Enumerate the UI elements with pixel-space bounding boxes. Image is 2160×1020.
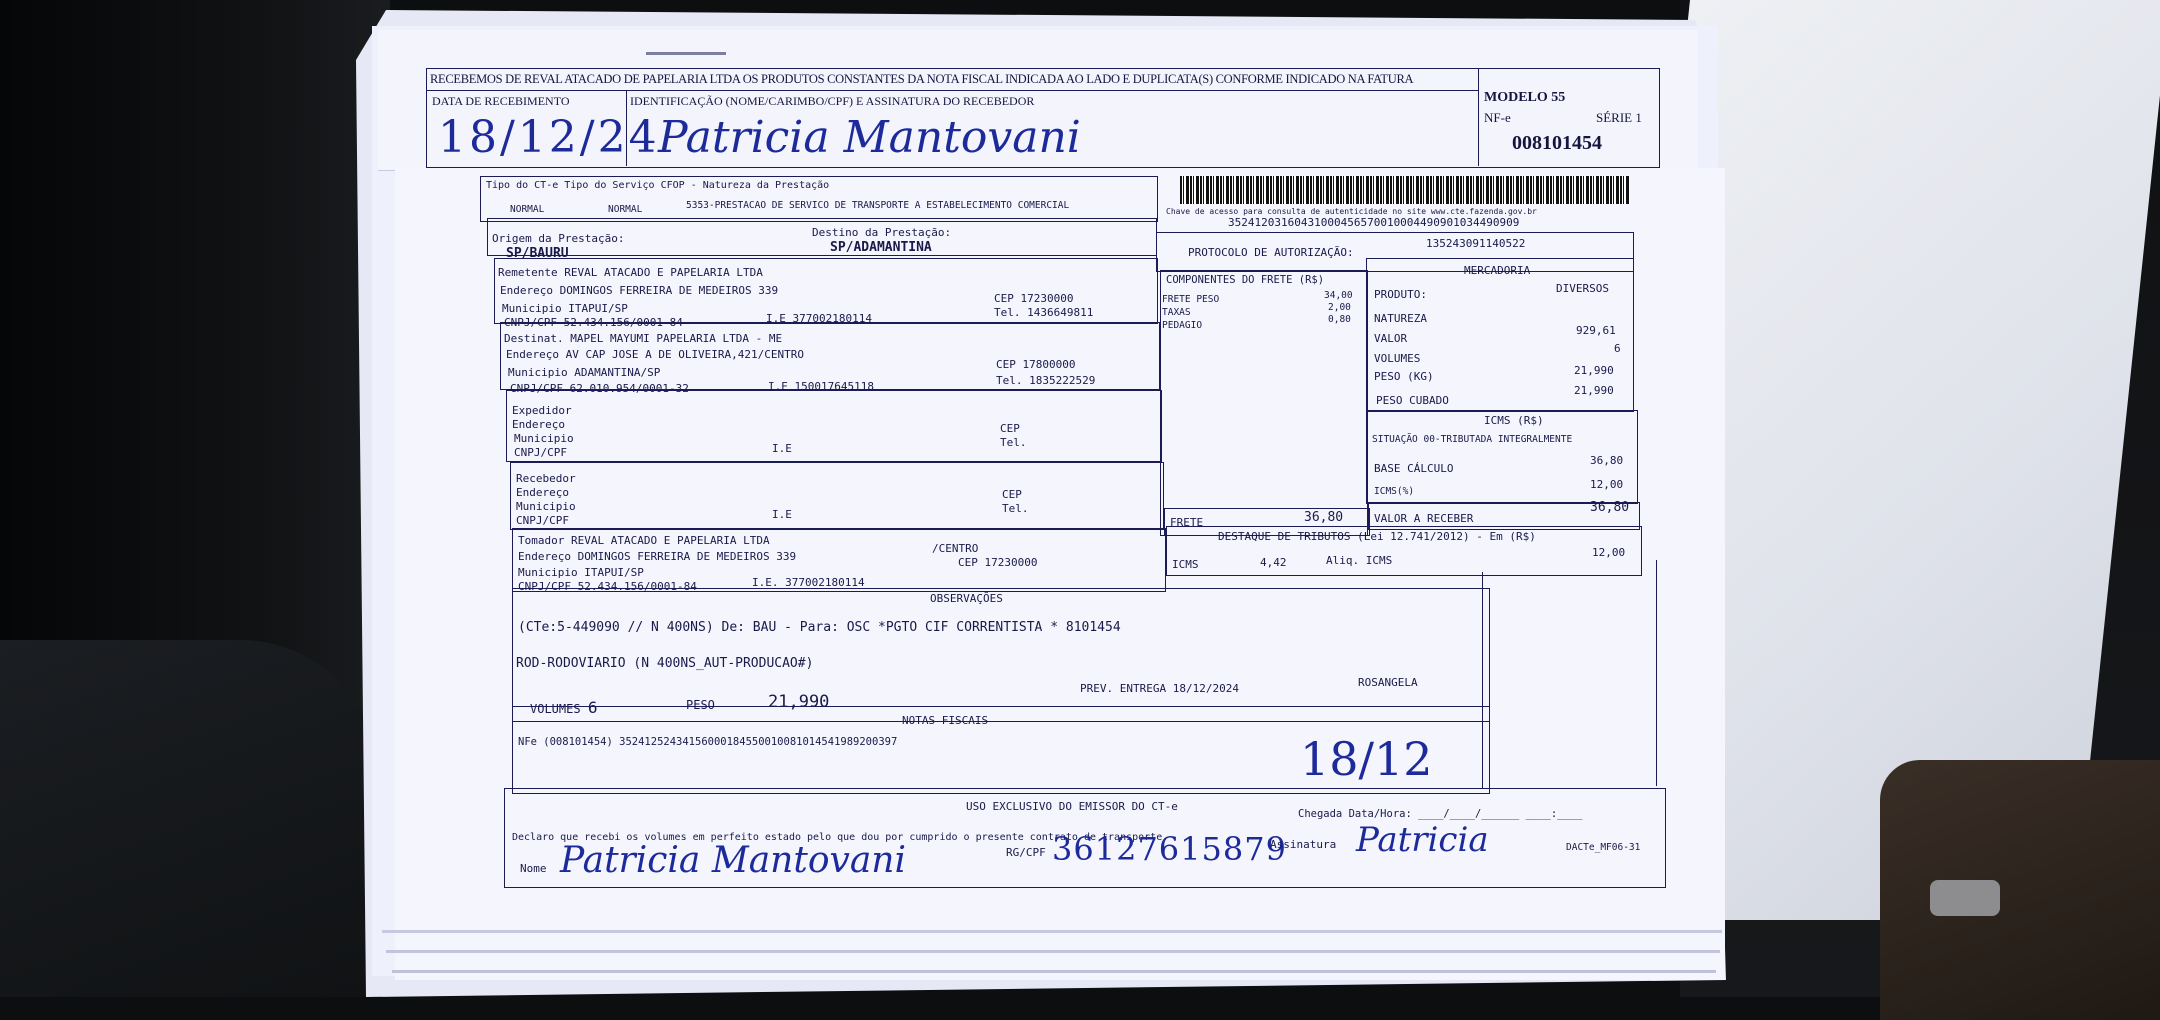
origin-value: SP/BAURU [506,246,569,261]
icms-rate-value: 12,00 [1590,478,1624,491]
barcode [1180,176,1630,204]
receiver-ie-label: I.E [772,508,792,521]
payer-city: ITAPUI/SP [584,566,644,579]
obs-weight-value: 21,990 [768,692,830,712]
receipt-signature: Patricia Mantovani [658,112,1081,163]
receiver-tel-label: Tel. [1002,502,1029,515]
payer-cep: 17230000 [984,556,1038,569]
recipient-address: AV CAP JOSE A DE OLIVEIRA,421/CENTRO [565,348,805,361]
prev-delivery-label: PREV. ENTREGA [1080,682,1167,695]
recipient-cnpj: 62.010.954/0001-32 [569,382,689,395]
shipper-cep-label: CEP [1000,422,1020,435]
sender-tel: 1436649811 [1027,306,1094,319]
receipt-strip [378,30,1698,171]
weight-label: PESO (KG) [1374,370,1434,383]
nfe-label: NF-e [1484,110,1511,125]
chave-acesso: 35241203160431000456570010004490901034490909 [1228,216,1520,229]
sender-cep: 17230000 [1020,292,1074,305]
shipper-box [506,390,1162,462]
shipper-ie-label: I.E [772,442,792,455]
recipient-tel-label: Tel. [996,374,1023,387]
observations-box [512,588,1490,722]
shipper-cnpj-label: CNPJ/CPF [514,446,567,459]
issuer-exclusive-title: USO EXCLUSIVO DO EMISSOR DO CT-e [966,800,1178,813]
volumes-value: 6 [1614,342,1621,355]
freight-total-value: 36,80 [1304,510,1344,525]
taxes-icms-value: 4,42 [1260,556,1287,569]
cubed-weight-label: PESO CUBADO [1376,394,1449,407]
receiver-name-signature: Patricia Mantovani [560,840,906,881]
receipt-id-label: IDENTIFICAÇÃO (NOME/CARIMBO/CPF) E ASSINATURA DO RECEBEDOR [630,94,1035,108]
amount-due-label: VALOR A RECEBER [1374,512,1474,525]
arrival-datetime: Chegada Data/Hora: ____/____/______ ____:____ [1298,808,1583,820]
freight-item-value: 34,00 [1324,290,1353,301]
sender-cep-label: CEP [994,292,1014,305]
cte-cfop: 5353-PRESTACAO DE SERVICO DE TRANSPORTE A ESTABELECIMENTO COMERCIAL [686,200,1070,211]
icms-title: ICMS (R$) [1484,414,1544,427]
product-value: DIVERSOS [1556,282,1609,295]
recipient-cnpj-label: CNPJ/CPF [510,382,563,395]
sender-city-label: Municipio [502,302,562,315]
rg-value: 36127615879 [1052,830,1287,868]
payer-address: DOMINGOS FERREIRA DE MEDEIROS 339 [577,550,797,563]
receiver-cnpj-label: CNPJ/CPF [516,514,569,527]
icms-rate-label: ICMS(%) [1374,486,1415,497]
weight-value: 21,990 [1574,364,1614,377]
recipient-cep: 17800000 [1022,358,1076,371]
receiver-address-label: Endereço [516,486,569,499]
recipient-ie: 150017645118 [794,380,874,393]
knee-shadow [0,640,380,997]
freight-item-value: 2,00 [1328,302,1351,313]
shipper-address-label: Endereço [512,418,565,431]
observations-line-2: ROD-RODOVIARIO (N 400NS_AUT-PRODUCAO#) [516,656,814,671]
final-signature: Patricia [1356,820,1489,860]
cte-type-header: Tipo do CT-e Tipo do Serviço CFOP - Natureza da Prestação [486,180,830,191]
payer-label: Tomador [518,534,565,547]
staple [646,52,726,55]
serie-label: SÉRIE 1 [1596,110,1642,125]
payer-cnpj: 52.434.156/0001-84 [577,580,697,593]
icms-situation: SITUAÇÃO 00-TRIBUTADA INTEGRALMENTE [1372,434,1573,445]
product-label: PRODUTO: [1374,288,1427,301]
recipient-tel: 1835222529 [1029,374,1096,387]
leather-bag [1880,760,2160,1020]
cubed-weight-value: 21,990 [1574,384,1614,397]
payer-city-label: Municipio [518,566,578,579]
rg-label: RG/CPF [1006,846,1046,859]
sheet-edge [392,970,1716,973]
recipient-city-label: Municipio [508,366,568,379]
obs-weight-label: PESO [686,698,715,712]
modelo-label: MODELO 55 [1484,90,1566,105]
sender-cnpj: 52.434.156/0001-84 [563,316,683,329]
freight-item-value: 0,80 [1328,314,1351,325]
sender-city: ITAPUI/SP [568,302,628,315]
payer-cep-label: CEP [958,556,978,569]
protocol-label: PROTOCOLO DE AUTORIZAÇÃO: [1188,246,1354,259]
obs-volumes-label: VOLUMES [530,702,581,716]
value-label: VALOR [1374,332,1408,345]
icms-base-value: 36,80 [1590,454,1624,467]
volumes-label: VOLUMES [1374,352,1421,365]
shipper-city-label: Municipio [514,432,574,445]
bag-zipper [1930,880,2000,916]
freight-item-label: PEDAGIO [1162,320,1203,331]
recipient-label: Destinat. [504,332,564,345]
recipient-name: MAPEL MAYUMI PAPELARIA LTDA - ME [570,332,783,345]
footer-code: DACTe_MF06-31 [1566,842,1641,853]
payer-ie-label: I.E. [752,576,779,589]
value-amount: 929,61 [1576,324,1616,337]
chave-label: Chave de acesso para consulta de autenticidade no site www.cte.fazenda.gov.br [1166,207,1537,216]
icms-base-label: BASE CÁLCULO [1374,462,1454,475]
receiver-cep-label: CEP [1002,488,1022,501]
payer-address-label: Endereço [518,550,571,563]
taxes-aliq-value: 12,00 [1592,546,1626,559]
payer-ie: 377002180114 [785,576,865,589]
nature-label: NATUREZA [1374,312,1427,325]
freight-item-label: TAXAS [1162,307,1191,318]
sender-ie: 377002180114 [792,312,872,325]
sender-ie-label: I.E [766,312,786,325]
sender-address: DOMINGOS FERREIRA DE MEDEIROS 339 [559,284,779,297]
payer-district: /CENTRO [932,542,979,555]
merchandise-title: MERCADORIA [1464,264,1531,277]
receiver-box [510,462,1164,530]
receiver-city-label: Municipio [516,500,576,513]
recipient-address-label: Endereço [506,348,559,361]
cte-service-type: NORMAL [608,204,643,215]
cte-type: NORMAL [510,204,545,215]
sender-tel-label: Tel. [994,306,1021,319]
taxes-icms-label: ICMS [1172,558,1199,571]
handwritten-date: 18/12 [1300,732,1433,786]
freight-total-label: FRETE [1170,516,1204,529]
sender-address-label: Endereço [500,284,553,297]
nfe-number: 008101454 [1512,132,1602,154]
sender-cnpj-label: CNPJ/CPF [504,316,557,329]
shipper-label: Expedidor [512,404,572,417]
signature-label: Assinatura [1270,838,1337,851]
recipient-city: ADAMANTINA/SP [574,366,661,379]
sheet-edge [382,930,1722,933]
origin-label: Origem da Prestação: [492,232,625,245]
receiver-label: Recebedor [516,472,576,485]
shipper-tel-label: Tel. [1000,436,1027,449]
receipt-date-handwritten: 18/12/24 [438,112,660,163]
observations-title: OBSERVAÇÕES [930,592,1003,605]
declaration-text: Declaro que recebi os volumes em perfeito estado pelo que dou por cumprido o presente contrato de transporte. [512,832,1169,843]
recipient-ie-label: I.E [768,380,788,393]
observations-line-1: (CTe:5-449090 // N 400NS) De: BAU - Para: OSC *PGTO CIF CORRENTISTA * 8101454 [518,620,1121,635]
recipient-cep-label: CEP [996,358,1016,371]
freight-item-label: FRETE PESO [1162,294,1220,305]
sender-name: REVAL ATACADO E PAPELARIA LTDA [564,266,763,279]
invoice-line: NFe (008101454) 35241252434156000184550010081014541989200397 [518,736,898,748]
name-label: Nome [520,862,547,875]
taxes-aliq-label: Aliq. ICMS [1326,554,1393,567]
destination-label: Destino da Prestação: [812,226,952,239]
payer-name: REVAL ATACADO E PAPELARIA LTDA [570,534,770,547]
freight-components-title: COMPONENTES DO FRETE (R$) [1166,274,1325,286]
amount-due-value: 36,80 [1590,500,1630,515]
invoices-title: NOTAS FISCAIS [902,714,989,727]
responsible-name: ROSANGELA [1358,676,1418,689]
taxes-title: DESTAQUE DE TRIBUTOS (Lei 12.741/2012) - Em (R$) [1218,530,1536,543]
protocol-number: 135243091140522 [1426,237,1526,250]
obs-volumes-value: 6 [587,698,598,717]
sender-label: Remetente [498,266,558,279]
destination-value: SP/ADAMANTINA [830,240,932,255]
receipt-header: RECEBEMOS DE REVAL ATACADO DE PAPELARIA LTDA OS PRODUTOS CONSTANTES DA NOTA FISCAL INDICADA AO LADO E DUPLICATA(S) CONFORME INDICADO NA FATURA [430,72,1414,86]
payer-cnpj-label: CNPJ/CPF [518,580,571,593]
sheet-edge [386,950,1720,953]
prev-delivery-date: 18/12/2024 [1172,682,1239,695]
receipt-date-label: DATA DE RECEBIMENTO [432,94,570,108]
